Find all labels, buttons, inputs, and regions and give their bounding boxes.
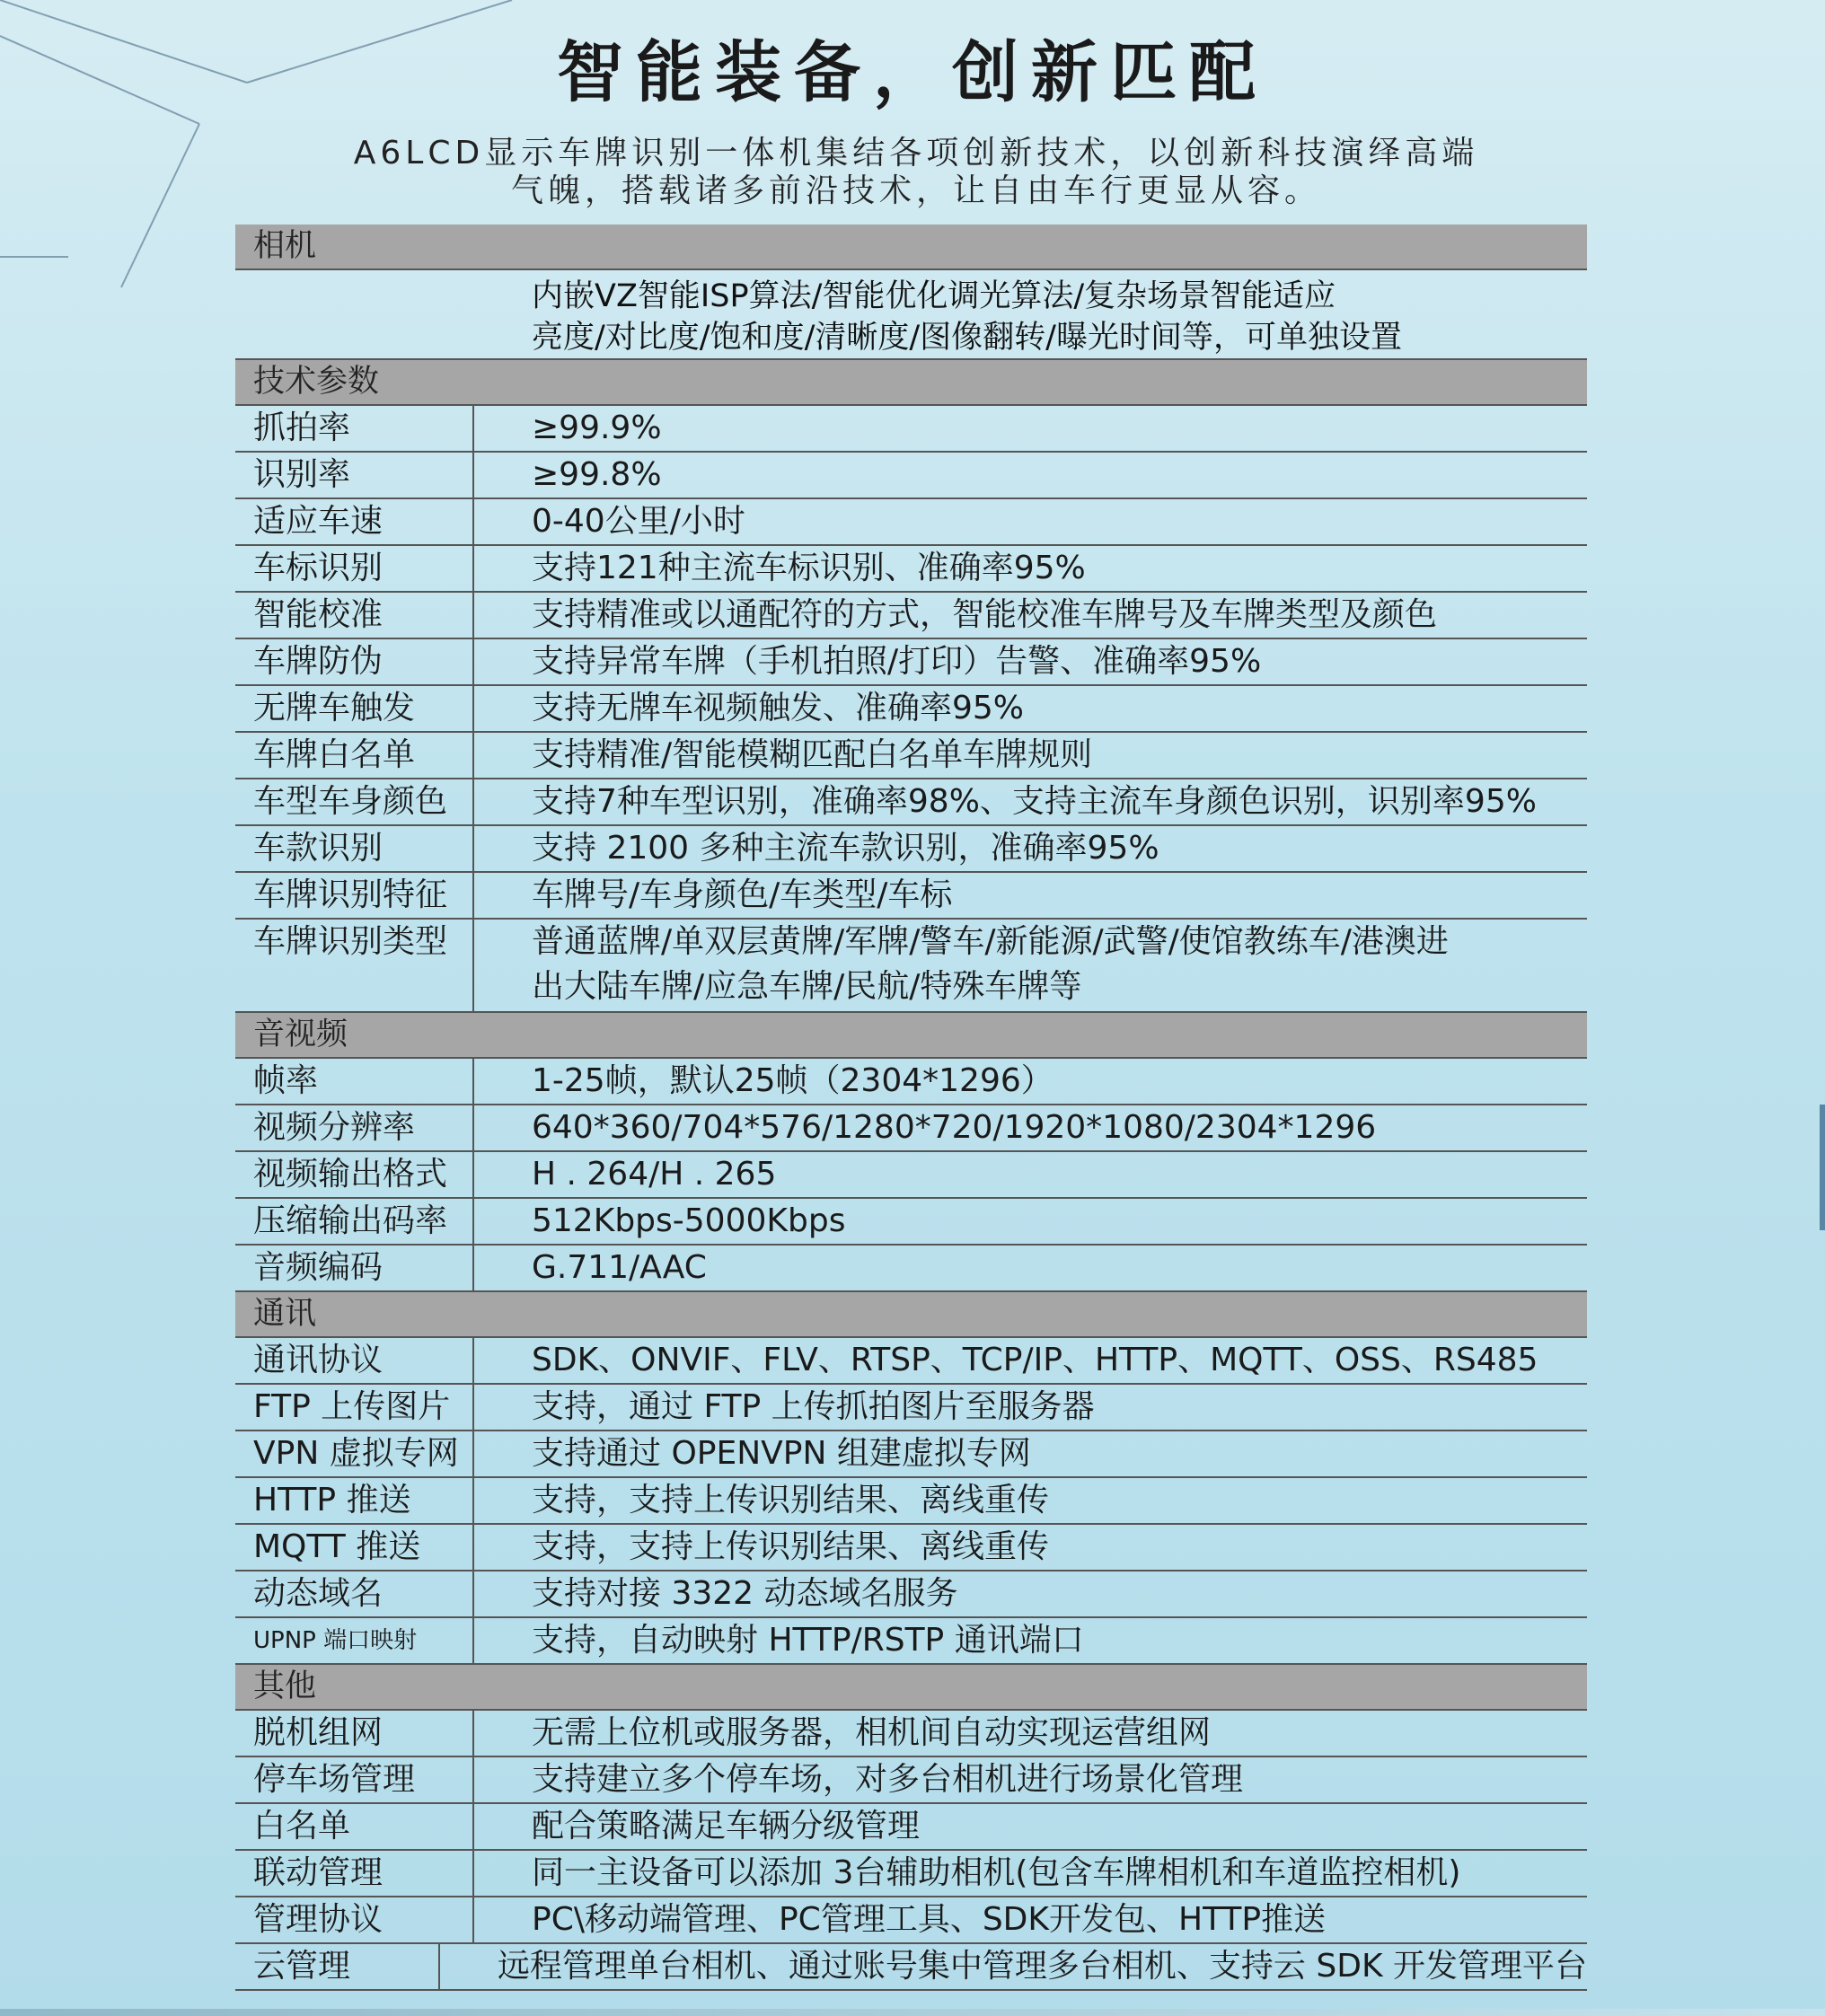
table-row <box>235 1246 1587 1292</box>
table-row <box>235 686 1587 733</box>
row-value: 支持精准/智能模糊匹配白名单车牌规则 <box>532 736 1093 773</box>
row-label: 停车场管理 <box>235 1757 474 1802</box>
row-value: 512Kbps-5000Kbps <box>532 1202 846 1239</box>
row-value: 配合策略满足车辆分级管理 <box>532 1808 921 1844</box>
section-header-av: 音视频 <box>235 1013 1587 1059</box>
row-value: 同一主设备可以添加 3台辅助相机(包含车牌相机和车道监控相机) <box>532 1854 1461 1891</box>
row-label: 通讯协议 <box>235 1338 474 1383</box>
table-row <box>235 1525 1587 1571</box>
intro-text <box>269 135 1563 210</box>
row-label: 联动管理 <box>235 1851 474 1896</box>
table-row <box>235 779 1587 826</box>
camera-desc-line-1: 内嵌VZ智能ISP算法/智能优化调光算法/复杂场景智能适应 <box>532 278 1336 314</box>
row-value: 支持通过 OPENVPN 组建虚拟专网 <box>532 1435 1031 1472</box>
row-label: 车标识别 <box>235 546 474 591</box>
row-value-line-1: 普通蓝牌/单双层黄牌/军牌/警车/新能源/武警/使馆教练车/港澳进 <box>532 923 1449 960</box>
table-row <box>235 1478 1587 1525</box>
row-label: 白名单 <box>235 1804 474 1849</box>
row-label: 车牌白名单 <box>235 733 474 778</box>
section-header-tech: 技术参数 <box>235 360 1587 406</box>
row-value: H . 264/H . 265 <box>532 1156 777 1193</box>
edge-marker <box>1820 1105 1825 1230</box>
table-row <box>235 1711 1587 1757</box>
row-label: 视频输出格式 <box>235 1152 474 1197</box>
table-row <box>235 1105 1587 1152</box>
row-value: 远程管理单台相机、通过账号集中管理多台相机、支持云 SDK 开发管理平台 <box>497 1948 1587 1985</box>
table-row <box>235 920 1587 1013</box>
row-value: 支持建立多个停车场，对多台相机进行场景化管理 <box>532 1761 1244 1798</box>
table-row <box>235 826 1587 873</box>
row-value <box>474 920 1587 1011</box>
spec-table <box>235 224 1587 1991</box>
intro-line-2: 气魄，搭载诸多前沿技术，让自由车行更显从容。 <box>510 172 1321 209</box>
row-label: 视频分辨率 <box>235 1105 474 1150</box>
section-header-comm: 通讯 <box>235 1292 1587 1338</box>
row-value: 0-40公里/小时 <box>532 503 745 540</box>
section-header-other: 其他 <box>235 1665 1587 1711</box>
row-label: 车牌防伪 <box>235 639 474 684</box>
row-value: 1-25帧，默认25帧（2304*1296） <box>532 1062 1054 1099</box>
intro-line-1: A6LCD显示车牌识别一体机集结各项创新技术，以创新科技演绎高端 <box>353 135 1479 172</box>
table-row <box>235 1199 1587 1246</box>
table-row <box>235 1571 1587 1618</box>
page-title: 智能装备，创新匹配 <box>557 34 1268 111</box>
table-row <box>235 1618 1587 1665</box>
table-row <box>235 1431 1587 1478</box>
row-label: 车款识别 <box>235 826 474 871</box>
table-row <box>235 499 1587 546</box>
table-row <box>235 1152 1587 1199</box>
row-value-line-2: 出大陆车牌/应急车牌/民航/特殊车牌等 <box>532 968 1082 1005</box>
row-value: 支持，自动映射 HTTP/RSTP 通讯端口 <box>532 1622 1084 1659</box>
row-value: 支持，通过 FTP 上传抓拍图片至服务器 <box>532 1388 1095 1425</box>
row-value: 无需上位机或服务器，相机间自动实现运营组网 <box>532 1714 1212 1751</box>
row-label: 智能校准 <box>235 593 474 638</box>
row-label: 车牌识别类型 <box>235 920 474 1011</box>
row-label: FTP 上传图片 <box>235 1385 474 1430</box>
row-label: 音频编码 <box>235 1246 474 1290</box>
row-label: 云管理 <box>235 1944 440 1989</box>
row-value: 支持7种车型识别，准确率98%、支持主流车身颜色识别，识别率95% <box>532 783 1537 820</box>
table-row <box>235 1385 1587 1431</box>
row-label: 压缩输出码率 <box>235 1199 474 1244</box>
row-label: 识别率 <box>235 453 474 497</box>
table-row <box>235 1944 1587 1991</box>
row-value: PC\移动端管理、PC管理工具、SDK开发包、HTTP推送 <box>532 1901 1327 1938</box>
row-value: 支持精准或以通配符的方式，智能校准车牌号及车牌类型及颜色 <box>532 596 1438 633</box>
camera-description <box>235 270 1587 360</box>
row-value: G.711/AAC <box>532 1249 707 1286</box>
table-row <box>235 406 1587 453</box>
row-value: 支持异常车牌（手机拍照/打印）告警、准确率95% <box>532 643 1262 680</box>
table-row <box>235 873 1587 920</box>
row-label: 车型车身颜色 <box>235 779 474 824</box>
row-label: 帧率 <box>235 1059 474 1104</box>
section-header-camera: 相机 <box>235 224 1587 270</box>
row-label: UPNP 端口映射 <box>235 1618 474 1663</box>
table-row <box>235 1338 1587 1385</box>
row-value: 640*360/704*576/1280*720/1920*1080/2304*1296 <box>532 1109 1377 1146</box>
table-row <box>235 453 1587 499</box>
row-label: 动态域名 <box>235 1571 474 1616</box>
row-label: 脱机组网 <box>235 1711 474 1756</box>
row-label: HTTP 推送 <box>235 1478 474 1523</box>
table-row <box>235 733 1587 779</box>
row-value: 支持 2100 多种主流车款识别，准确率95% <box>532 830 1159 867</box>
bottom-band <box>0 2009 1825 2016</box>
row-value: 车牌号/车身颜色/车类型/车标 <box>532 876 953 913</box>
row-label: 无牌车触发 <box>235 686 474 731</box>
row-value: 支持，支持上传识别结果、离线重传 <box>532 1528 1050 1565</box>
table-row <box>235 639 1587 686</box>
row-value: 支持，支持上传识别结果、离线重传 <box>532 1482 1050 1519</box>
table-row <box>235 1804 1587 1851</box>
row-value: 支持对接 3322 动态域名服务 <box>532 1575 958 1612</box>
row-value: SDK、ONVIF、FLV、RTSP、TCP/IP、HTTP、MQTT、OSS、RS485 <box>532 1342 1538 1378</box>
row-value: ≥99.8% <box>532 456 662 493</box>
row-label: 抓拍率 <box>235 406 474 451</box>
table-row <box>235 1851 1587 1897</box>
row-value: ≥99.9% <box>532 409 662 446</box>
row-label: VPN 虚拟专网 <box>235 1431 474 1476</box>
row-label: MQTT 推送 <box>235 1525 474 1570</box>
table-row <box>235 546 1587 593</box>
table-row <box>235 593 1587 639</box>
table-row <box>235 1059 1587 1105</box>
table-row <box>235 1757 1587 1804</box>
row-value: 支持121种主流车标识别、准确率95% <box>532 550 1086 586</box>
table-row <box>235 1897 1587 1944</box>
row-label: 适应车速 <box>235 499 474 544</box>
row-value: 支持无牌车视频触发、准确率95% <box>532 690 1025 726</box>
row-label: 车牌识别特征 <box>235 873 474 918</box>
camera-desc-line-2: 亮度/对比度/饱和度/清晰度/图像翻转/曝光时间等，可单独设置 <box>532 320 1402 356</box>
row-label: 管理协议 <box>235 1897 474 1942</box>
